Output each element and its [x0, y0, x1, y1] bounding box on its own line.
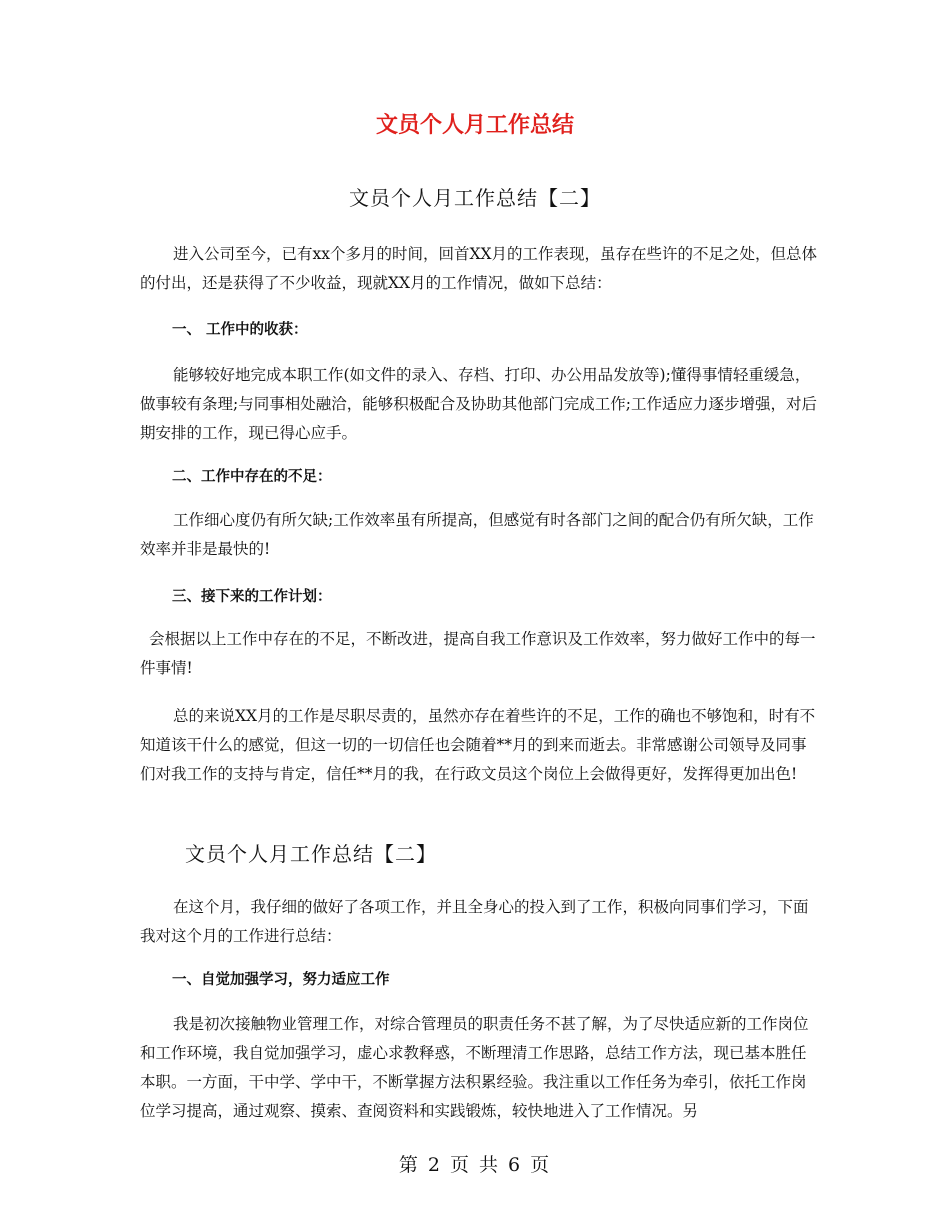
- section1-para-shortcomings: 工作细心度仍有所欠缺;工作效率虽有所提高，但感觉有时各部门之间的配合仍有所欠缺，工作效率并非是最快的!: [140, 511, 814, 558]
- section1-para-plan: 会根据以上工作中存在的不足，不断改进，提高自我工作意识及工作效率，努力做好工作中的每一件事情!: [140, 630, 816, 677]
- section2-intro: 在这个月，我仔细的做好了各项工作，并且全身心的投入到了工作，积极向同事们学习，下面我对这个月的工作进行总结：: [140, 898, 809, 945]
- document-title: 文员个人月工作总结: [375, 113, 574, 138]
- section1-para-summary: 总的来说XX月的工作是尽职尽责的，虽然亦存在着些许的不足，工作的确也不够饱和，时有不知道该干什么的感觉，但这一切的一切信任也会随着**月的到来而逝去。非常感谢公司领导及同事们对我工作的支持与肯定，信任**月的我，在行政文员这个岗位上会做得更好，发挥得更加出色!: [140, 707, 816, 783]
- page-footer: 第 2 页 共 6 页: [398, 1154, 552, 1176]
- section2-para-study: 我是初次接触物业管理工作，对综合管理员的职责任务不甚了解，为了尽快适应新的工作岗位和工作环境，我自觉加强学习，虚心求教释惑，不断理清工作思路，总结工作方法，现已基本胜任本职。一方面，干中学、学中干，不断掌握方法积累经验。我注重以工作任务为牵引，依托工作岗位学习提高，通过观察、摸索、查阅资料和实践锻炼，较快地进入了工作情况。另: [140, 1015, 809, 1120]
- section2-heading-study: 一、自觉加强学习，努力适应工作: [172, 972, 390, 988]
- section1-heading-shortcomings: 二、工作中存在的不足：: [172, 469, 332, 485]
- section1-intro: 进入公司至今，已有xx个多月的时间，回首XX月的工作表现，虽存在些许的不足之处，但总体的付出，还是获得了不少收益，现就XX月的工作情况，做如下总结：: [140, 245, 818, 292]
- section1-subtitle: 文员个人月工作总结【二】: [349, 186, 601, 210]
- section1-heading-gains: 一、 工作中的收获：: [172, 322, 308, 338]
- section1-para-gains: 能够较好地完成本职工作(如文件的录入、存档、打印、办公用品发放等);懂得事情轻重缓急，做事较有条理;与同事相处融洽，能够积极配合及协助其他部门完成工作;工作适应力逐步增强，对后期安排的工作，现已得心应手。: [140, 366, 817, 442]
- section2-subtitle: 文员个人月工作总结【二】: [185, 842, 437, 866]
- section1-heading-plan: 三、接下来的工作计划：: [172, 589, 332, 605]
